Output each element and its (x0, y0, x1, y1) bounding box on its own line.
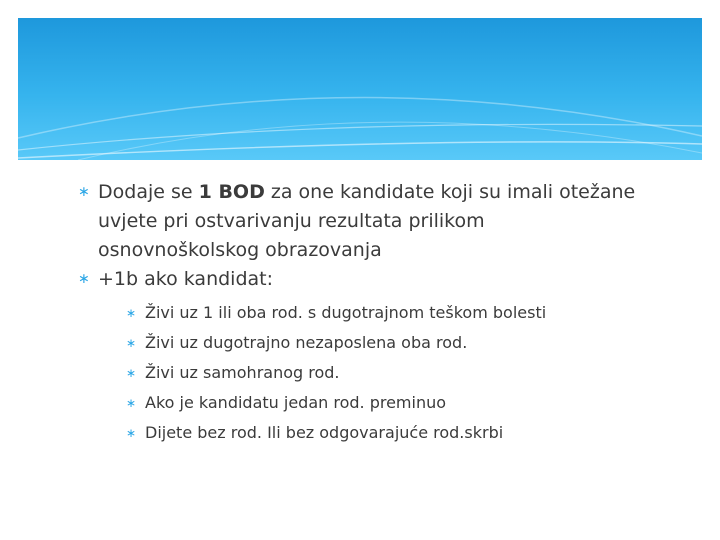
sub-item-text: Živi uz samohranog rod. (145, 363, 340, 382)
bullet-item (78, 265, 638, 294)
asterisk-icon: ∗ (126, 396, 137, 410)
bullet-bold: 1 BOD (198, 181, 265, 203)
sub-item (126, 388, 638, 418)
asterisk-icon: ∗ (126, 306, 137, 320)
slide-content (78, 178, 638, 448)
sub-item (126, 418, 638, 448)
sub-item-text: Ako je kandidatu jedan rod. preminuo (145, 393, 447, 412)
bullet-prefix: +1b (98, 268, 139, 290)
header-banner (18, 18, 702, 160)
sub-item (126, 298, 638, 328)
asterisk-icon: ∗ (78, 184, 90, 200)
sub-item-text: Dijete bez rod. Ili bez odgovarajuće rod.skrbi (145, 423, 504, 442)
sub-item-text: Živi uz dugotrajno nezaposlena oba rod. (145, 333, 468, 352)
banner-decoration (18, 18, 702, 160)
sub-item (126, 328, 638, 358)
bullet-text: za one kandidate koji su imali otežane uvjete pri ostvarivanju rezultata prilikom osnovnoškolskog obrazovanja (98, 181, 636, 261)
asterisk-icon: ∗ (126, 366, 137, 380)
sub-item (126, 358, 638, 388)
asterisk-icon: ∗ (126, 426, 137, 440)
asterisk-icon: ∗ (126, 336, 137, 350)
bullet-prefix: Dodaje se (98, 181, 199, 203)
sub-list (78, 298, 638, 448)
asterisk-icon: ∗ (78, 271, 90, 287)
bullet-item (78, 178, 638, 265)
sub-item-text: Živi uz 1 ili oba rod. s dugotrajnom teškom bolesti (145, 303, 547, 322)
bullet-text: ako kandidat: (138, 268, 273, 290)
